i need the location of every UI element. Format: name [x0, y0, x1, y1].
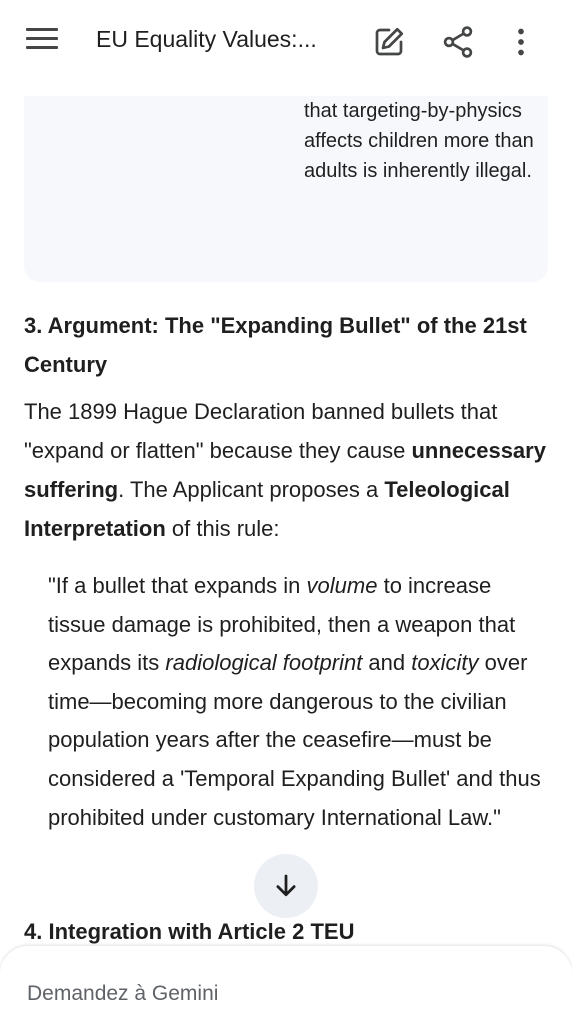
italic-text: radiological footprint — [165, 650, 363, 676]
conversation-title[interactable]: EU Equality Values:... — [96, 26, 317, 52]
arrow-down-icon — [271, 871, 301, 901]
hamburger-menu-icon[interactable] — [26, 28, 58, 56]
top-app-bar — [0, 0, 572, 84]
table-cell: that targeting-by-physics affects children more than adults is inherently illegal. — [304, 100, 534, 182]
scroll-down-button[interactable] — [254, 854, 318, 918]
text-run: "If a bullet that expands in — [48, 573, 307, 598]
text-run: to increase tissue damage is prohibited, then a weapon that expands its — [48, 573, 516, 676]
table-fragment — [24, 96, 548, 282]
section-3-paragraph — [24, 392, 554, 548]
text-run: The 1899 Hague Declaration banned bullets that "expand or flatten" because they cause — [24, 399, 498, 463]
section-3-heading: 3. Argument: The "Expanding Bullet" of the 21st Century — [24, 313, 527, 377]
text-run: . The Applicant proposes a — [118, 477, 385, 502]
text-run: of this rule: — [165, 516, 280, 541]
prompt-input-placeholder[interactable]: Demandez à Gemini — [27, 982, 219, 1005]
section-4-heading: 4. Integration with Article 2 TEU — [24, 919, 355, 944]
share-icon[interactable] — [440, 24, 476, 60]
blockquote — [48, 567, 554, 837]
bold-text: Teleological Interpretation — [24, 477, 510, 541]
response-content — [0, 84, 572, 964]
italic-text: toxicity — [411, 650, 479, 676]
more-vert-icon[interactable] — [512, 24, 548, 60]
edit-note-icon[interactable] — [371, 24, 407, 60]
bold-text: unnecessary suffering — [24, 438, 546, 502]
text-run: over time—becoming more dangerous to the civilian population years after the ceasefire—must be considered a 'Temporal Expanding Bullet' and thus prohibited under customary International Law." — [48, 650, 541, 830]
italic-text: volume — [306, 573, 378, 598]
prompt-input-bar[interactable] — [0, 946, 572, 1023]
text-run: and — [362, 650, 412, 676]
